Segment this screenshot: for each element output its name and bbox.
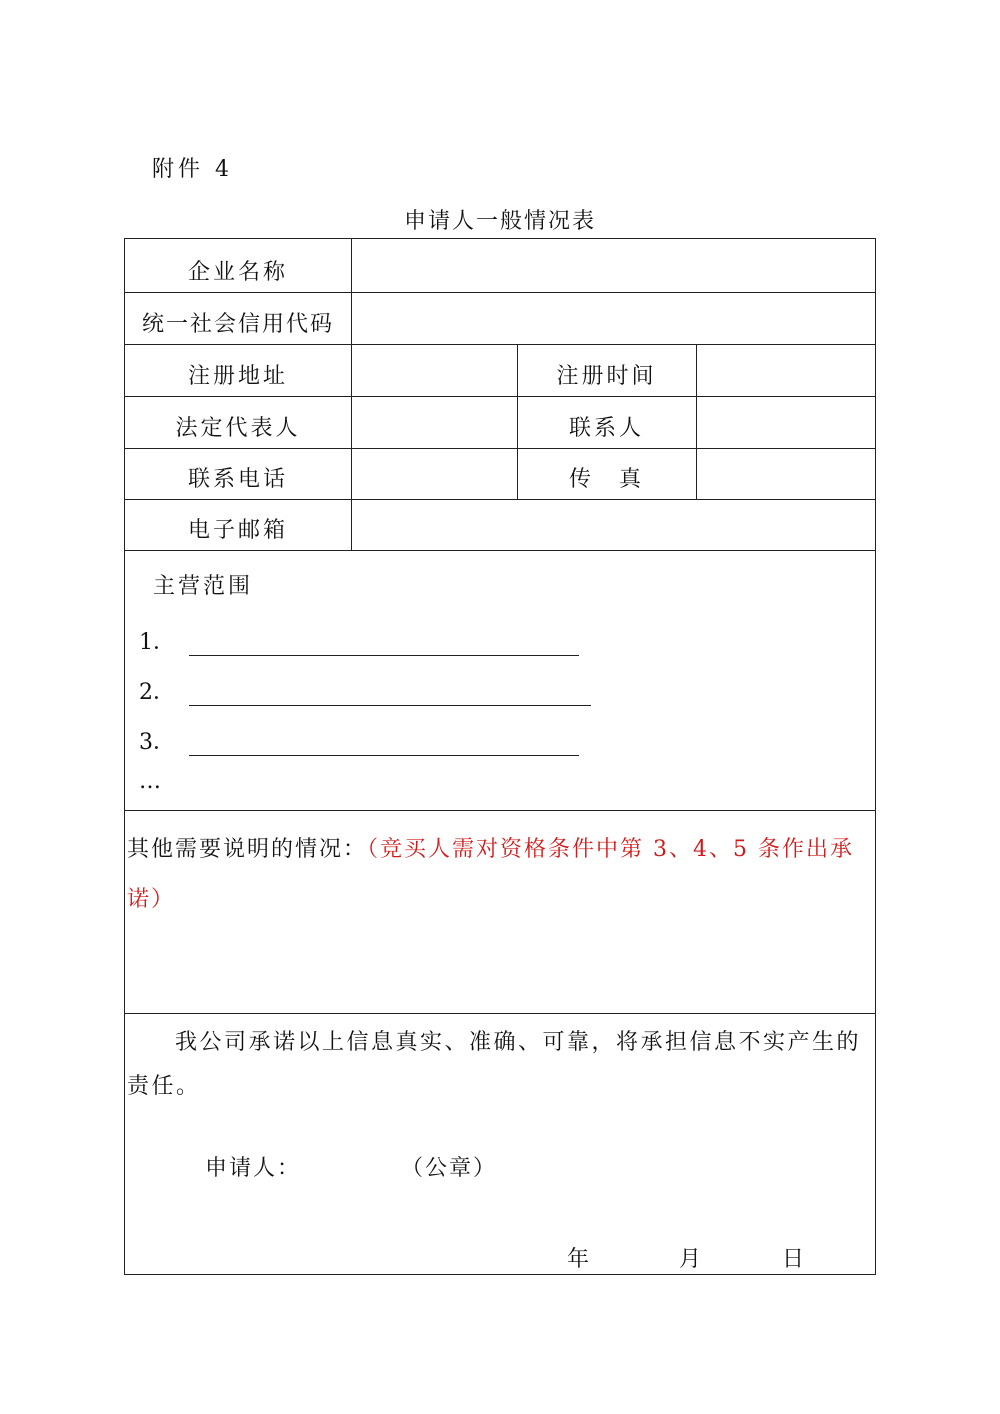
reg-address-field[interactable] bbox=[351, 344, 517, 396]
reg-time-field[interactable] bbox=[696, 344, 875, 396]
scope-item-blank[interactable] bbox=[189, 635, 579, 656]
other-notes-label: 其他需要说明的情况： bbox=[127, 837, 368, 862]
scope-ellipsis: … bbox=[139, 769, 161, 794]
pledge-statement: 我公司承诺以上信息真实、准确、可靠，将承担信息不实产生的责任。 bbox=[127, 1030, 862, 1099]
legal-rep-field[interactable] bbox=[351, 396, 517, 448]
legal-rep-label: 法定代表人 bbox=[175, 416, 301, 441]
company-name-label: 企业名称 bbox=[187, 260, 288, 285]
fax-label: 传 真 bbox=[568, 467, 644, 492]
credit-code-field[interactable] bbox=[351, 292, 875, 344]
scope-item bbox=[139, 725, 579, 756]
attachment-label: 附件 4 bbox=[152, 157, 233, 182]
date-year-label: 年 bbox=[567, 1247, 590, 1272]
row-divider bbox=[125, 1013, 875, 1014]
credit-code-label: 统一社会信用代码 bbox=[141, 312, 334, 337]
fax-field[interactable] bbox=[696, 448, 875, 499]
email-label: 电子邮箱 bbox=[187, 518, 288, 543]
scope-item-number: 3． bbox=[139, 730, 175, 755]
scope-title: 主营范围 bbox=[153, 574, 254, 599]
phone-label: 联系电话 bbox=[187, 467, 288, 492]
other-notes-section[interactable] bbox=[127, 825, 873, 925]
scope-item-blank[interactable] bbox=[189, 735, 579, 756]
scope-item bbox=[139, 675, 591, 706]
other-notes-instruction: （竞买人需对资格条件中第 3、4、5 条作出承诺） bbox=[127, 837, 854, 912]
row-divider bbox=[125, 810, 875, 811]
contact-label: 联系人 bbox=[568, 416, 644, 441]
applicant-info-table bbox=[124, 238, 876, 1275]
reg-address-label: 注册地址 bbox=[187, 364, 288, 389]
company-seal-label: （公章） bbox=[401, 1156, 498, 1181]
scope-item-number: 2． bbox=[139, 680, 175, 705]
date-month-label: 月 bbox=[679, 1247, 702, 1272]
reg-time-label: 注册时间 bbox=[556, 364, 657, 389]
email-field[interactable] bbox=[351, 499, 875, 550]
scope-item bbox=[139, 625, 579, 656]
scope-item-number: 1． bbox=[139, 630, 175, 655]
date-day-label: 日 bbox=[782, 1247, 805, 1272]
contact-field[interactable] bbox=[696, 396, 875, 448]
phone-field[interactable] bbox=[351, 448, 517, 499]
applicant-signature-label: 申请人： bbox=[205, 1156, 302, 1181]
company-name-field[interactable] bbox=[351, 240, 875, 292]
document-title: 申请人一般情况表 bbox=[403, 209, 596, 234]
scope-item-blank[interactable] bbox=[189, 685, 591, 706]
